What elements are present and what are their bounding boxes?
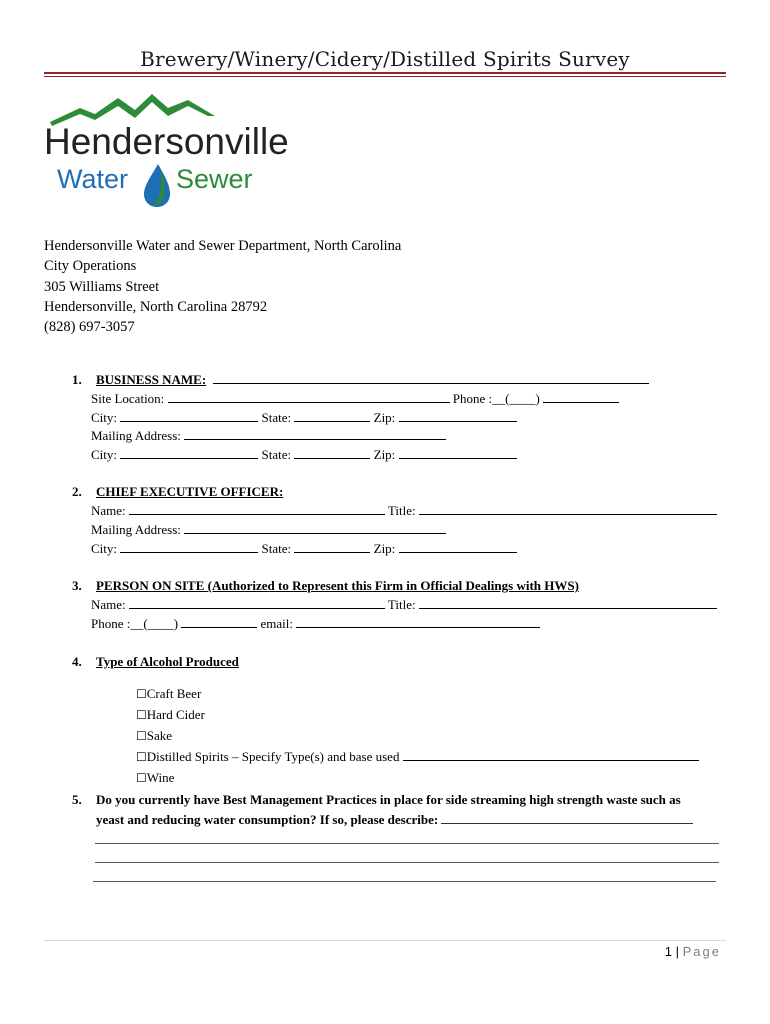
answer-line[interactable] bbox=[93, 881, 716, 882]
city-label: City: bbox=[91, 541, 118, 556]
site-person-name-row bbox=[91, 597, 717, 613]
zip-label: Zip: bbox=[373, 447, 396, 462]
address-line-1: Hendersonville Water and Sewer Department, North Carolina bbox=[44, 238, 402, 254]
document-title: Brewery/Winery/Cidery/Distilled Spirits Survey bbox=[140, 47, 630, 71]
spirits-type-field[interactable] bbox=[403, 749, 699, 761]
section-5-question-line-2: yeast and reducing water consumption? If so, please describe: bbox=[96, 812, 439, 827]
site-location-field[interactable] bbox=[168, 391, 450, 403]
ceo-mailing-row bbox=[91, 522, 446, 538]
department-address bbox=[44, 236, 401, 337]
section-3-number: 3. bbox=[72, 578, 82, 593]
page-separator: | bbox=[675, 944, 679, 959]
city-field[interactable] bbox=[120, 410, 258, 422]
section-4-title: Type of Alcohol Produced bbox=[96, 654, 239, 669]
header-rule bbox=[44, 72, 726, 74]
zip-field[interactable] bbox=[399, 447, 517, 459]
city-row-1 bbox=[91, 410, 517, 426]
option-label: Craft Beer bbox=[146, 686, 202, 701]
site-person-contact-row bbox=[91, 616, 540, 632]
address-line-3: 305 Williams Street bbox=[44, 278, 160, 295]
option-wine[interactable] bbox=[136, 770, 174, 786]
section-5-number: 5. bbox=[72, 792, 82, 807]
section-2-title-row bbox=[96, 484, 283, 500]
name-label: Name: bbox=[91, 597, 126, 612]
city-label: City: bbox=[91, 447, 118, 462]
state-field[interactable] bbox=[294, 410, 370, 422]
section-1-title: BUSINESS NAME: bbox=[96, 372, 207, 387]
state-label: State: bbox=[261, 447, 292, 462]
section-3-title-row bbox=[96, 578, 579, 594]
ceo-name-row bbox=[91, 503, 717, 519]
city-row-2 bbox=[91, 447, 517, 463]
city-field[interactable] bbox=[120, 447, 258, 459]
zip-field[interactable] bbox=[399, 410, 517, 422]
checkbox-icon[interactable]: ☐ bbox=[136, 729, 147, 743]
title-label: Title: bbox=[387, 503, 416, 518]
mailing-address-label: Mailing Address: bbox=[91, 522, 181, 537]
logo-word-water: Water bbox=[57, 164, 129, 194]
option-label: Wine bbox=[146, 770, 175, 785]
zip-label: Zip: bbox=[373, 541, 396, 556]
section-2-title: CHIEF EXECUTIVE OFFICER: bbox=[96, 484, 284, 499]
header-rule-thin bbox=[44, 76, 726, 77]
section-5-question-line-2-row bbox=[96, 812, 693, 828]
page-footer bbox=[665, 944, 721, 959]
page-word: Page bbox=[682, 944, 721, 959]
state-label: State: bbox=[261, 410, 292, 425]
site-person-name-field[interactable] bbox=[129, 597, 385, 609]
ceo-city-row bbox=[91, 541, 517, 557]
phone-field[interactable] bbox=[543, 391, 619, 403]
name-label: Name: bbox=[91, 503, 126, 518]
logo-word-sewer: Sewer bbox=[176, 164, 253, 194]
city-field[interactable] bbox=[120, 541, 258, 553]
ceo-title-field[interactable] bbox=[419, 503, 717, 515]
zip-field[interactable] bbox=[399, 541, 517, 553]
option-craft-beer[interactable] bbox=[136, 686, 201, 702]
state-field[interactable] bbox=[294, 447, 370, 459]
title-label: Title: bbox=[387, 597, 416, 612]
mailing-address-label: Mailing Address: bbox=[91, 428, 181, 443]
site-location-label: Site Location: bbox=[91, 391, 165, 406]
option-label: Sake bbox=[146, 728, 173, 743]
option-distilled-spirits[interactable] bbox=[136, 749, 699, 765]
answer-line[interactable] bbox=[95, 862, 719, 863]
mailing-address-field[interactable] bbox=[184, 428, 446, 440]
city-label: City: bbox=[91, 410, 118, 425]
state-label: State: bbox=[261, 541, 292, 556]
page-number: 1 bbox=[664, 944, 672, 959]
option-hard-cider[interactable] bbox=[136, 707, 205, 723]
answer-line[interactable] bbox=[95, 843, 719, 844]
email-label: email: bbox=[260, 616, 294, 631]
footer-rule bbox=[44, 940, 726, 941]
mountain-logo-icon bbox=[40, 90, 290, 210]
address-line-5: (828) 697-3057 bbox=[44, 319, 135, 336]
bmp-description-field[interactable] bbox=[441, 812, 693, 824]
phone-field[interactable] bbox=[181, 616, 257, 628]
section-4-number: 4. bbox=[72, 654, 82, 669]
mailing-address-row-1 bbox=[91, 428, 446, 444]
business-name-field[interactable] bbox=[213, 372, 649, 384]
zip-label: Zip: bbox=[373, 410, 396, 425]
logo-name: Hendersonville bbox=[44, 121, 289, 162]
checkbox-icon[interactable]: ☐ bbox=[136, 771, 147, 785]
address-line-4: Hendersonville, North Carolina 28792 bbox=[44, 298, 268, 315]
ceo-mailing-field[interactable] bbox=[184, 522, 446, 534]
checkbox-icon[interactable]: ☐ bbox=[136, 687, 147, 701]
ceo-name-field[interactable] bbox=[129, 503, 385, 515]
section-1-number: 1. bbox=[72, 372, 82, 387]
checkbox-icon[interactable]: ☐ bbox=[136, 750, 147, 764]
site-location-row bbox=[91, 391, 619, 407]
section-3-title: PERSON ON SITE (Authorized to Represent this Firm in Official Dealings with HWS) bbox=[96, 578, 579, 593]
section-5-question-line-1: Do you currently have Best Management Practices in place for side streaming high strength waste such as bbox=[96, 792, 681, 807]
option-label: Distilled Spirits – Specify Type(s) and base used bbox=[146, 749, 400, 764]
state-field[interactable] bbox=[294, 541, 370, 553]
section-4-title-row bbox=[96, 654, 239, 670]
phone-label: Phone :__(____) bbox=[91, 616, 179, 631]
checkbox-icon[interactable]: ☐ bbox=[136, 708, 147, 722]
phone-label: Phone :__(____) bbox=[452, 391, 540, 406]
email-field[interactable] bbox=[296, 616, 540, 628]
hendersonville-logo bbox=[40, 90, 290, 210]
site-person-title-field[interactable] bbox=[419, 597, 717, 609]
option-sake[interactable] bbox=[136, 728, 172, 744]
section-1-title-row bbox=[96, 372, 649, 388]
section-2-number: 2. bbox=[72, 484, 82, 499]
option-label: Hard Cider bbox=[146, 707, 205, 722]
address-line-2: City Operations bbox=[44, 258, 137, 275]
